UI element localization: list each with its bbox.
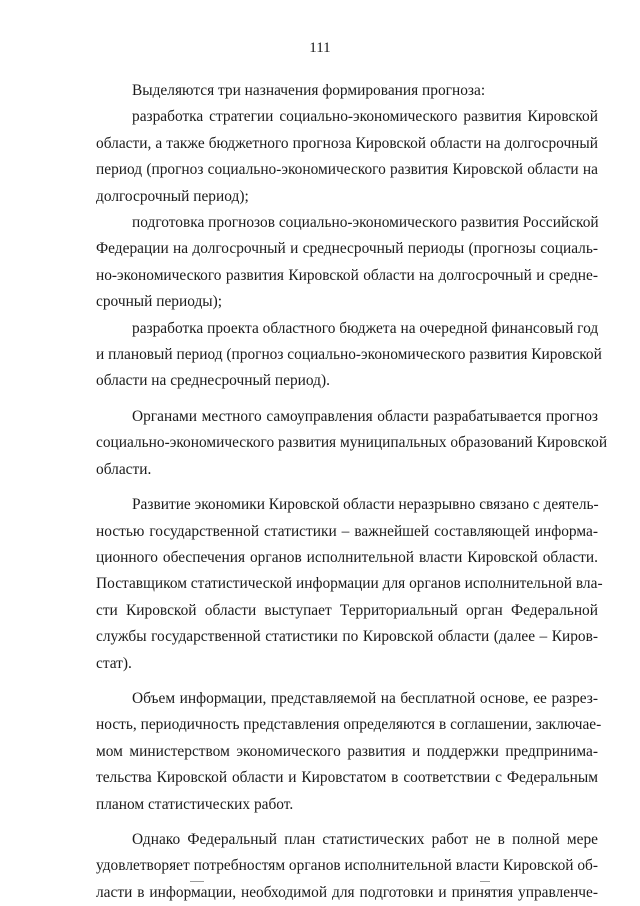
text-line: срочный периоды); xyxy=(96,293,223,311)
text-line: ностью государственной статистики – важнейшей составляющей информа- xyxy=(96,522,598,540)
text-line: разработка стратегии социально-экономического развития Кировской xyxy=(132,108,598,126)
text-line: подготовка прогнозов социально-экономического развития Российской xyxy=(132,214,599,232)
text-line: и плановый период (прогноз социально-экономического развития Кировской xyxy=(96,346,602,364)
text-line: Органами местного самоуправления области разрабатывается прогноз xyxy=(132,407,598,425)
paragraph-budget xyxy=(96,316,602,395)
paragraph-strategy xyxy=(96,104,598,210)
text-line: удовлетворяет потребностям органов исполнительной власти Кировской об- xyxy=(96,857,598,875)
paragraph-federal-plan xyxy=(96,827,598,906)
text-line: разработка проекта областного бюджета на очередной финансовый год xyxy=(132,319,599,337)
scan-artifact-right xyxy=(480,881,490,882)
text-line: планом статистических работ. xyxy=(96,795,294,813)
text-line: области. xyxy=(96,460,152,478)
text-line: ласти в информации, необходимой для подготовки и принятия управленче- xyxy=(96,883,598,901)
paragraph-forecasts xyxy=(96,210,598,316)
document-body xyxy=(96,78,608,906)
text-line: социально-экономического развития муниципальных образований Кировской xyxy=(96,434,608,452)
text-line: области на среднесрочный период). xyxy=(96,372,330,390)
text-line: ность, периодичность представления определяются в соглашении, заключае- xyxy=(96,716,602,734)
paragraph-information-volume xyxy=(96,686,602,818)
text-line: период (прогноз социально-экономического развития Кировской области на xyxy=(96,161,598,179)
paragraph-statistics xyxy=(96,492,603,677)
page-number: 111 xyxy=(309,40,331,56)
text-line: службы государственной статистики по Кировской области (далее – Киров- xyxy=(96,628,598,646)
text-line: Выделяются три назначения формирования прогноза: xyxy=(132,82,486,99)
paragraph-intro xyxy=(96,78,598,104)
text-line: долгосрочный период); xyxy=(96,187,249,205)
text-line: ционного обеспечения органов исполнительной власти Кировской области. xyxy=(96,548,598,566)
text-line: Развитие экономики Кировской области неразрывно связано с деятель- xyxy=(132,496,599,514)
text-line: Однако Федеральный план статистических работ не в полной мере xyxy=(132,830,598,848)
text-line: области, а также бюджетного прогноза Кировской области на долгосрочный xyxy=(96,134,598,152)
scan-artifact-left xyxy=(190,881,204,882)
paragraph-local-government xyxy=(96,404,608,483)
text-line: сти Кировской области выступает Территориальный орган Федеральной xyxy=(96,601,598,619)
text-line: стат). xyxy=(96,654,132,672)
text-line: мом министерством экономического развития и поддержки предпринима- xyxy=(96,742,598,760)
text-line: Объем информации, представляемой на бесплатной основе, ее разрез- xyxy=(132,689,598,707)
text-line: Поставщиком статистической информации для органов исполнительной вла- xyxy=(96,575,603,593)
text-line: но-экономического развития Кировской области на долгосрочный и средне- xyxy=(96,266,598,284)
text-line: Федерации на долгосрочный и среднесрочный периоды (прогнозы социаль- xyxy=(96,240,598,258)
text-line: тельства Кировской области и Кировстатом в соответствии с Федеральным xyxy=(96,769,598,787)
